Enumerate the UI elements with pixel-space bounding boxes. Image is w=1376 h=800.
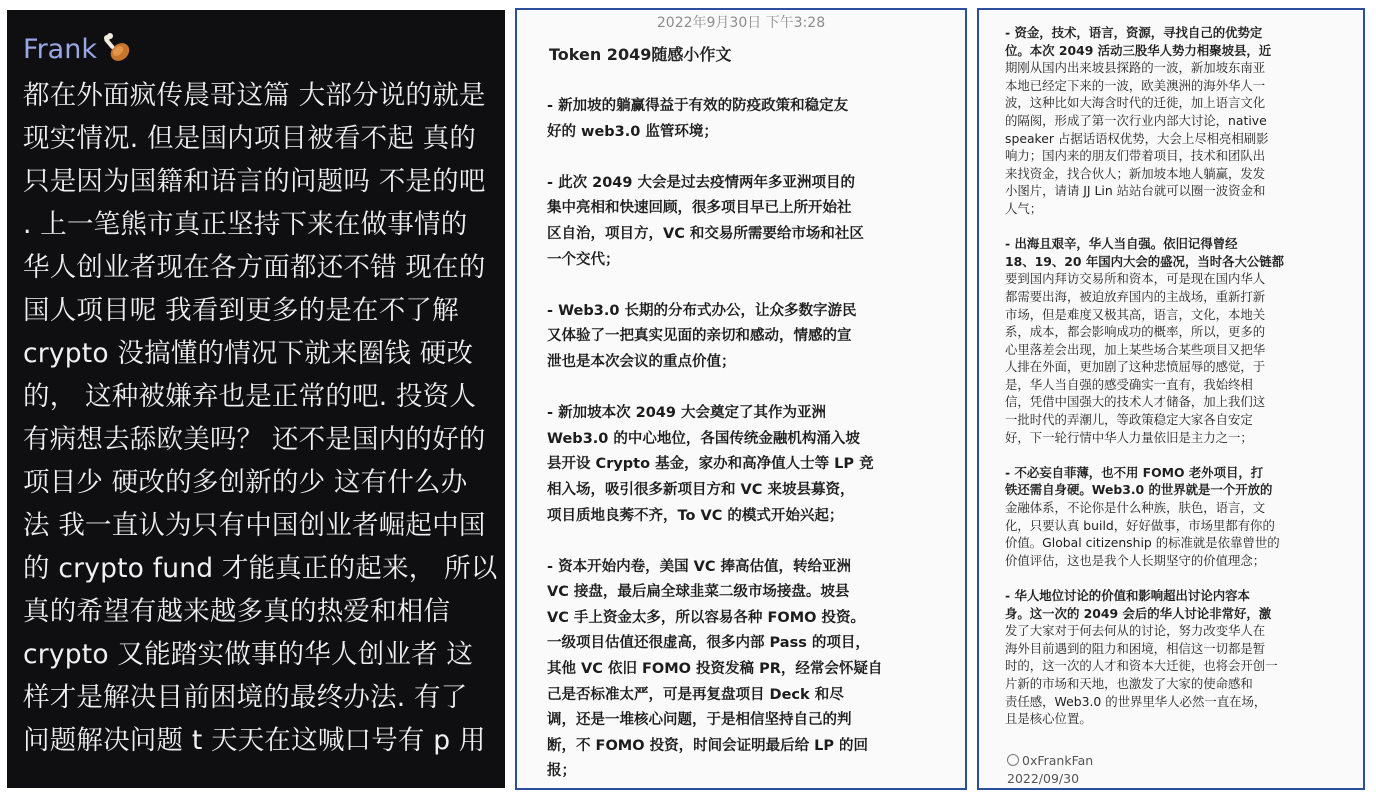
note-line: 报； xyxy=(547,763,576,780)
note-line: - 新加坡本次 2049 大会奠定了其作为亚洲 xyxy=(547,405,827,422)
note-line: 又体验了一把真实见面的亲切和感动，情感的宣 xyxy=(547,328,852,345)
note-line: 人气； xyxy=(1005,200,1043,216)
message-line: 问题解决问题 t 天天在这喊口号有 p 用 xyxy=(23,725,486,756)
note-line: 金融体系，不论你是什么种族，肤色，语言，文 xyxy=(1005,500,1266,516)
note-line: - 此次 2049 大会是过去疫情两年多亚洲项目的 xyxy=(547,174,856,191)
message-line: 样才是解决目前困境的最终办法. 有了 xyxy=(23,682,468,713)
message-line: 华人创业者现在各方面都还不错 现在的 xyxy=(23,252,486,283)
note-line: 泄也是本次会议的重点价值； xyxy=(547,353,736,370)
drumstick-emoji-icon xyxy=(101,33,135,67)
note-panel-right xyxy=(977,8,1365,790)
note-line: speaker 占据话语权优势，大会上尽相亮相刷影 xyxy=(1005,130,1269,146)
note-line: 责任感，Web3.0 的世界里华人必然一直在场， xyxy=(1005,693,1267,709)
note-line: 相入场，吸引很多新项目方和 VC 来坡县募资， xyxy=(547,481,855,498)
note-line: 人排在外面，更加剧了这种悲愤屈辱的感觉，于 xyxy=(1005,359,1266,375)
message-line: 法 我一直认为只有中国创业者崛起中国 xyxy=(23,510,486,541)
message-line: crypto 没搞懂的情况下就来圈钱 硬改 xyxy=(23,338,474,369)
note-timestamp: 2022年9月30日 下午3:28 xyxy=(656,15,826,31)
message-line: 项目少 硬改的多创新的少 这有什么办 xyxy=(23,467,468,498)
note-line: - 新加坡的躺赢得益于有效的防疫政策和稳定友 xyxy=(547,98,849,114)
at-icon xyxy=(1007,754,1019,766)
note-line: 期刚从国内出来坡县探路的一波，新加坡东南亚 xyxy=(1005,60,1266,76)
message-line: 只是因为国籍和语言的问题吗 不是的吧 xyxy=(23,166,486,197)
chat-screenshot xyxy=(0,0,505,800)
note-line: 断，不 FOMO 投资，时间会证明最后给 LP 的回 xyxy=(547,737,869,754)
note-line: 区自治，项目方，VC 和交易所需要给市场和社区 xyxy=(547,225,864,242)
author-row xyxy=(23,32,495,68)
signature-row xyxy=(1007,752,1093,769)
note-line: - 资本开始内卷，美国 VC 捧高估值，转给亚洲 xyxy=(547,558,852,575)
note-line: 集中亮相和快速回顾，很多项目早已上所开始社 xyxy=(547,200,852,217)
note-line: 县开设 Crypto 基金，家办和高净值人士等 LP 竞 xyxy=(547,456,874,473)
note-line: 发了大家对于何去何从的讨论，努力改变华人在 xyxy=(1005,623,1266,639)
note-line: 项目质地良莠不齐，To VC 的模式开始兴起； xyxy=(547,507,844,524)
note-line: - 华人地位讨论的价值和影响超出讨论内容本 xyxy=(1005,588,1250,603)
note-line: - 不必妄自菲薄，也不用 FOMO 老外项目，打 xyxy=(1005,464,1264,480)
note-panel-left xyxy=(515,8,967,790)
note-line: - Web3.0 长期的分布式办公，让众多数字游民 xyxy=(547,302,857,319)
note-paragraph xyxy=(547,555,959,785)
note-line: 18、19、20 年国内大会的盛况，当时各大公链都 xyxy=(1005,253,1285,269)
note-title: Token 2049随感小作文 xyxy=(549,45,732,64)
note-line: 心里落差会出现，加上某些场合某些项目又把华 xyxy=(1005,341,1266,357)
message-line: . 上一笔熊市真正坚持下来在做事情的 xyxy=(23,209,468,240)
note-line: 位。本次 2049 活动三股华人势力相聚坡县，近 xyxy=(1005,42,1272,58)
message-line: 真的希望有越来越多真的热爱和相信 xyxy=(23,596,451,627)
note-line: 铁还需自身硬。Web3.0 的世界就是一个开放的 xyxy=(1005,482,1273,498)
note-line: 海外目前遇到的阻力和困境，相信这一切都是暂 xyxy=(1005,640,1266,656)
note-line: 一批时代的弄潮儿，等政策稳定大家各自安定 xyxy=(1005,412,1253,428)
note-line: VC 手上资金太多，所以容易各种 FOMO 投资。 xyxy=(547,609,865,626)
message-line: crypto 又能踏实做事的华人创业者 这 xyxy=(23,639,474,670)
message-line: 现实情况. 但是国内项目被看不起 真的 xyxy=(23,123,477,154)
message-body xyxy=(23,74,498,762)
note-paragraph xyxy=(1005,464,1357,570)
signature-date: 2022/09/30 xyxy=(1007,771,1080,786)
note-body xyxy=(547,94,959,790)
note-line: 要到国内拜访交易所和资本，可是现在国内华人 xyxy=(1005,271,1266,287)
note-line: 的隔阂，形成了第一次行业内部大讨论，native xyxy=(1005,112,1267,128)
note-line: 系，成本，都会影响成功的概率，所以，更多的 xyxy=(1005,324,1266,340)
note-line: 价值。Global citizenship 的标准就是依靠曾世的 xyxy=(1005,535,1280,551)
note-paragraph xyxy=(547,171,959,273)
chat-message xyxy=(7,10,505,788)
note-line: - 出海且艰辛，华人当自强。依旧记得曾经 xyxy=(1005,236,1238,252)
note-line: 好，下一轮行情中华人力量依旧是主力之一； xyxy=(1005,429,1253,445)
message-line: 的， 这种被嫌弃也是正常的吧. 投资人 xyxy=(23,381,477,412)
note-paragraph xyxy=(547,299,959,376)
note-body-continued xyxy=(1005,24,1357,745)
note-line: 信，凭借中国强大的技术人才储备，加上我们这 xyxy=(1005,394,1266,410)
message-line: 的 crypto fund 才能真正的起来， 所以 xyxy=(23,553,498,584)
note-line: 其他 VC 依旧 FOMO 投资发稿 PR，经常会怀疑自 xyxy=(547,661,883,678)
note-paragraph xyxy=(547,401,959,529)
note-paragraph xyxy=(1005,24,1357,218)
signature: 0xFrankFan xyxy=(1022,753,1094,768)
note-line: VC 接盘，最后扁全球韭菜二级市场接盘。坡县 xyxy=(547,584,850,601)
note-line: 一个交代； xyxy=(547,251,620,268)
note-line: 调，还是一堆核心问题，于是相信坚持自己的判 xyxy=(547,712,852,729)
note-line: 片新的市场和天地，也激发了大家的使命感和 xyxy=(1005,675,1253,691)
note-paragraph xyxy=(1005,587,1357,728)
note-line: 时的，这一次的人才和资本大迁徙，也将会开创一 xyxy=(1005,658,1278,674)
note-line: 价值评估，这也是我个人长期坚守的价值理念； xyxy=(1005,552,1266,568)
note-paragraph xyxy=(1005,235,1357,446)
note-line: 化，只要认真 build，好好做事，市场里都有你的 xyxy=(1005,517,1275,533)
note-line: 己是否标准太严，可是再复盘项目 Deck 和尽 xyxy=(547,686,844,703)
note-line: 来找资金，找合伙人；新加坡本地人躺赢，发发 xyxy=(1005,165,1266,181)
note-line: 市场，但是难度又极其高，语言，文化，本地关 xyxy=(1005,306,1266,322)
note-line: - 资金，技术，语言，资源，寻找自己的优势定 xyxy=(1005,25,1263,40)
note-line: 都需要出海，被迫放弃国内的主战场，重新打新 xyxy=(1005,288,1266,304)
message-line: 都在外面疯传晨哥这篇 大部分说的就是 xyxy=(23,80,486,111)
note-line: 波，这种比如大海含时代的迁徙，加上语言文化 xyxy=(1005,95,1266,111)
note-line: 是，华人当自强的感受确实一直有，我始终相 xyxy=(1005,376,1253,392)
note-paragraph xyxy=(547,94,959,145)
message-line: 有病想去舔欧美吗？ 还不是国内的好的 xyxy=(23,424,486,455)
note-line: 且是核心位置。 xyxy=(1005,711,1092,727)
note-line: Web3.0 的中心地位，各国传统金融机构涌入坡 xyxy=(547,430,860,447)
note-line: 本地已经定下来的一波，欧美澳洲的海外华人一 xyxy=(1005,77,1266,93)
note-line: 响力；国内来的朋友们带着项目，技术和团队出 xyxy=(1005,148,1266,164)
note-line: 身。这一次的 2049 会后的华人讨论非常好，激 xyxy=(1005,605,1272,621)
note-line: 小图片，请请 JJ Lin 站站台就可以圈一波资金和 xyxy=(1005,183,1266,199)
message-line: 国人项目呢 我看到更多的是在不了解 xyxy=(23,295,459,326)
note-line: 好的 web3.0 监管环境； xyxy=(547,123,718,140)
author-name[interactable]: Frank xyxy=(23,34,97,65)
note-line: 一级项目估值还很虚高，很多内部 Pass 的项目， xyxy=(547,635,870,652)
